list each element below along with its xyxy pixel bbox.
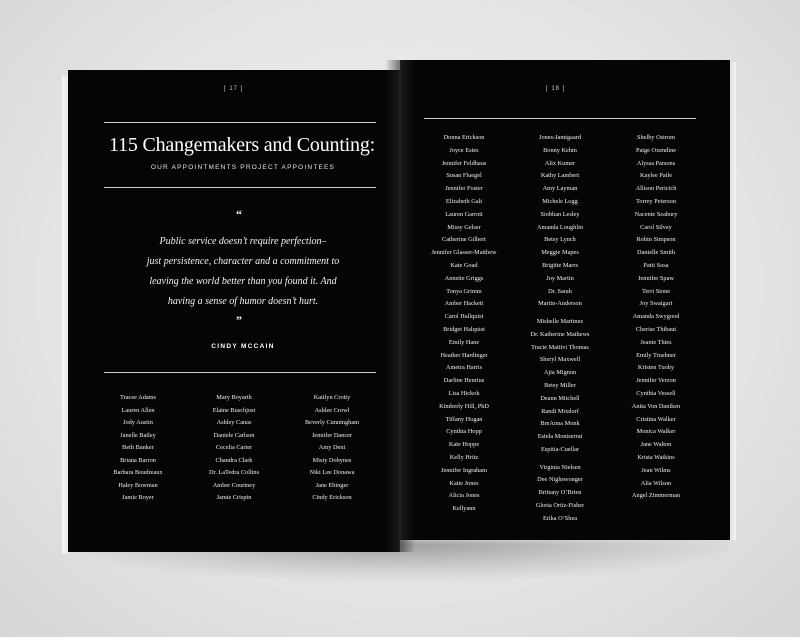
appointee-name: Emily Truebner	[636, 351, 676, 359]
appointee-name: Bonny Kehm	[543, 146, 577, 154]
appointee-name: Amy Layman	[542, 185, 578, 193]
quote-line: leaving the world better than you found it. And	[149, 276, 337, 287]
appointee-name: Cindy Erickson	[312, 494, 352, 501]
appointee-name: Jones-Jamtgaard	[539, 134, 581, 141]
appointee-name: Ashlee Crowl	[314, 406, 350, 414]
right-top-rule	[424, 118, 696, 119]
appointee-name: Janelle Bailey	[120, 431, 156, 439]
appointee-name: Daniele Carlson	[213, 431, 255, 439]
appointee-name: Amy Dent	[318, 444, 346, 451]
appointee-name: Elaine Buschjost	[212, 406, 256, 414]
appointee-name: Bridget Halquist	[443, 325, 485, 333]
appointee-name: Shelby Ostrom	[637, 134, 675, 141]
appointee-name: Catherine Gilbert	[442, 236, 486, 244]
title-rule	[104, 187, 376, 188]
appointee-name: Krista Watkins	[637, 453, 675, 461]
page-subtitle: OUR APPOINTMENTS PROJECT APPOINTEES	[150, 164, 336, 171]
appointee-name: Kellyann	[452, 505, 476, 513]
bottom-rule	[104, 372, 376, 373]
appointee-name: BreAnna Monk	[540, 420, 580, 428]
appointee-name: Amber Courtney	[212, 481, 256, 489]
appointee-name: Dee Nighswonger	[537, 476, 583, 484]
appointee-name: Jennifer Feldhaus	[441, 159, 487, 167]
appointee-name: Heather Hardinger	[440, 351, 488, 359]
appointee-name: Alix Kumer	[544, 159, 576, 167]
appointee-name: Jane Walton	[640, 441, 672, 449]
appointee-name: Deann Mitchell	[540, 394, 580, 402]
appointee-name: Jamie Boyer	[122, 494, 154, 501]
appointee-name: Paige Oxendine	[635, 146, 677, 154]
appointee-name: Brigitte Marrs	[542, 261, 578, 269]
appointee-name: Virginia Nielsen	[539, 463, 581, 471]
appointee-name: Tracee Adams	[120, 394, 156, 401]
appointee-name: Erika O’Shea	[542, 514, 578, 522]
appointee-name: Estela Montserrat Espitia-Cuellar	[537, 433, 583, 453]
appointee-name: Alicia Jones	[448, 492, 480, 500]
appointee-name: Mary Boyarth	[216, 394, 252, 401]
appointee-name: Jennifer Ingraham	[441, 466, 487, 474]
appointee-name: Lauren Garrott	[445, 210, 483, 218]
quote-attribution: CINDY MCCAIN	[211, 343, 275, 350]
appointee-name: Niki Lee Donawa	[309, 469, 355, 476]
appointee-name: Darline Henrius	[443, 377, 485, 385]
appointee-name: Jennifer Foster	[445, 185, 483, 193]
appointee-name: Lauren Allen	[121, 406, 155, 414]
left-page-number: [ 17 ]	[224, 86, 244, 92]
open-quote-mark: “	[236, 207, 242, 221]
appointee-name: Sheryl Maxwell	[539, 356, 581, 364]
appointee-name: Jeanie Thies	[640, 338, 672, 346]
appointee-name: Carol Hallquist	[444, 313, 484, 321]
appointee-name: Cynthia Hopp	[446, 428, 482, 436]
appointee-name: Monica Walker	[636, 428, 676, 436]
appointee-name: Terri Stone	[641, 287, 671, 295]
quote-line: just persistence, character and a commitment to	[146, 256, 340, 267]
appointee-name: Danielle Smith	[637, 249, 675, 257]
appointee-name: Meggie Mapes	[541, 249, 579, 257]
name-column	[184, 392, 284, 505]
appointee-name: Torrey Peterson	[636, 197, 676, 205]
page-title: 115 Changemakers and Counting:	[109, 134, 375, 156]
appointee-name: Cecelia Carter	[215, 444, 253, 451]
appointee-name: Tiffany Hogan	[445, 415, 483, 423]
appointee-name: Susan Fluegel	[446, 172, 482, 180]
appointee-name: Cherise Thibaut	[635, 325, 677, 333]
appointee-name: Kate Hoppe	[448, 441, 480, 449]
appointee-name: Joy Swaigart	[639, 300, 673, 308]
appointee-name: Chandra Clark	[215, 456, 253, 464]
right-page-number: [ 18 ]	[546, 86, 566, 92]
appointee-name: Emily Hane	[448, 338, 480, 346]
appointee-name: Elizabeth Galt	[445, 197, 483, 205]
appointee-name: Kaylee Paile	[640, 172, 672, 180]
right-page	[400, 60, 730, 540]
appointee-name: Amanda Swygood	[632, 313, 680, 321]
appointee-name: Brittany O’Brien	[538, 489, 582, 497]
appointee-name: Briana Barron	[120, 456, 156, 464]
pull-quote	[118, 232, 368, 312]
appointee-name: Tonya Grimm	[446, 287, 482, 295]
name-column	[412, 132, 516, 516]
appointee-name: Nacente Seabury	[634, 210, 678, 218]
appointee-name: Alyssa Parsons	[636, 159, 676, 167]
quote-line: having a sense of humor doesn’t hurt.	[167, 296, 319, 307]
appointee-name: Allison Pericich	[635, 185, 677, 193]
appointee-name: Jennifer Spaw	[638, 274, 674, 282]
name-column	[88, 392, 188, 505]
appointee-name: Betsy Miller	[544, 381, 576, 389]
appointee-name: Joy Martin	[546, 274, 574, 282]
appointee-name: Gloria Ortiz-Fisher	[535, 501, 585, 509]
quote-line: Public service doesn’t require perfection–	[159, 236, 327, 247]
appointee-name: Jennifer Glasser-Matthew	[431, 249, 497, 257]
appointee-name: Patti Sosa	[643, 261, 669, 269]
left-page	[68, 70, 400, 552]
appointee-name: Mishelle Martinez	[536, 317, 584, 325]
appointee-name: Dr. Sarah Martin-Anderson	[538, 287, 582, 308]
name-column	[282, 392, 382, 505]
appointee-name: Jody Austin	[123, 419, 153, 426]
appointee-name: Annette Griggs	[444, 274, 484, 282]
appointee-name: Donna Erickson	[443, 134, 485, 141]
appointee-name: Robin Simpson	[636, 236, 676, 244]
appointee-name: Ajia Mignon	[543, 369, 577, 377]
appointee-name: Lisa Hickok	[448, 389, 480, 397]
appointee-name: Amber Hackett	[444, 300, 484, 308]
close-quote-mark: ”	[236, 313, 242, 327]
appointee-name: Misty Dobynes	[312, 456, 352, 464]
appointee-name: Cynthia Vessell	[636, 389, 676, 397]
appointee-name: Ashley Canas	[216, 419, 252, 426]
appointee-name: Tracie Mattivi Thomas	[531, 343, 589, 351]
appointee-name: Jane Ebinger	[315, 481, 349, 489]
name-column	[508, 132, 612, 526]
appointee-name: Beth Banker	[122, 444, 154, 451]
appointee-name: Angel Zimmerman	[631, 492, 681, 500]
appointee-name: Dr. LaTedra Collins	[208, 469, 260, 476]
appointee-name: Jamie Crispin	[216, 494, 252, 501]
name-column	[604, 132, 708, 503]
top-rule	[104, 122, 376, 123]
appointee-name: Kaitlyn Crotty	[313, 394, 351, 401]
appointee-name: Jennifer Verzon	[636, 377, 676, 385]
appointee-name: Beverly Cunningham	[304, 419, 360, 426]
appointee-name: Kate Goad	[450, 261, 478, 269]
appointee-name: Barbara Boudreaux	[113, 469, 163, 476]
book-gutter	[385, 60, 415, 552]
appointee-name: Siobhan Lesley	[540, 210, 580, 218]
appointee-name: Kimberly Hill, PhD	[439, 402, 489, 410]
appointee-name: Kelly Hritz	[449, 453, 479, 461]
appointee-name: Amanda Loughlin	[537, 223, 583, 231]
appointee-name: Dr. Katherine Mathews	[530, 330, 590, 338]
appointee-name: Michele Logg	[542, 197, 578, 205]
appointee-name: Missy Gelser	[447, 223, 481, 231]
appointee-name: Cristina Walker	[636, 415, 676, 423]
appointee-name: Ametra Harris	[445, 364, 483, 372]
appointee-name: Anita Von Daniken	[631, 402, 681, 410]
appointee-name: Betsy Lynch	[544, 236, 576, 244]
appointee-name: Kathy Lambert	[540, 172, 580, 180]
appointee-name: Randi Mixdorf	[541, 407, 579, 415]
appointee-name: Haley Bowman	[118, 481, 158, 489]
appointee-name: Kristen Tuohy	[637, 364, 675, 372]
appointee-name: Alia Wilson	[640, 479, 672, 487]
appointee-name: Jean Wilms	[641, 466, 671, 474]
appointee-name: Katie Jones	[449, 479, 479, 487]
appointee-name: Jennifer Dancer	[311, 431, 353, 439]
appointee-name: Carol Silvey	[640, 223, 672, 231]
appointee-name: Joyce Estes	[449, 146, 479, 154]
